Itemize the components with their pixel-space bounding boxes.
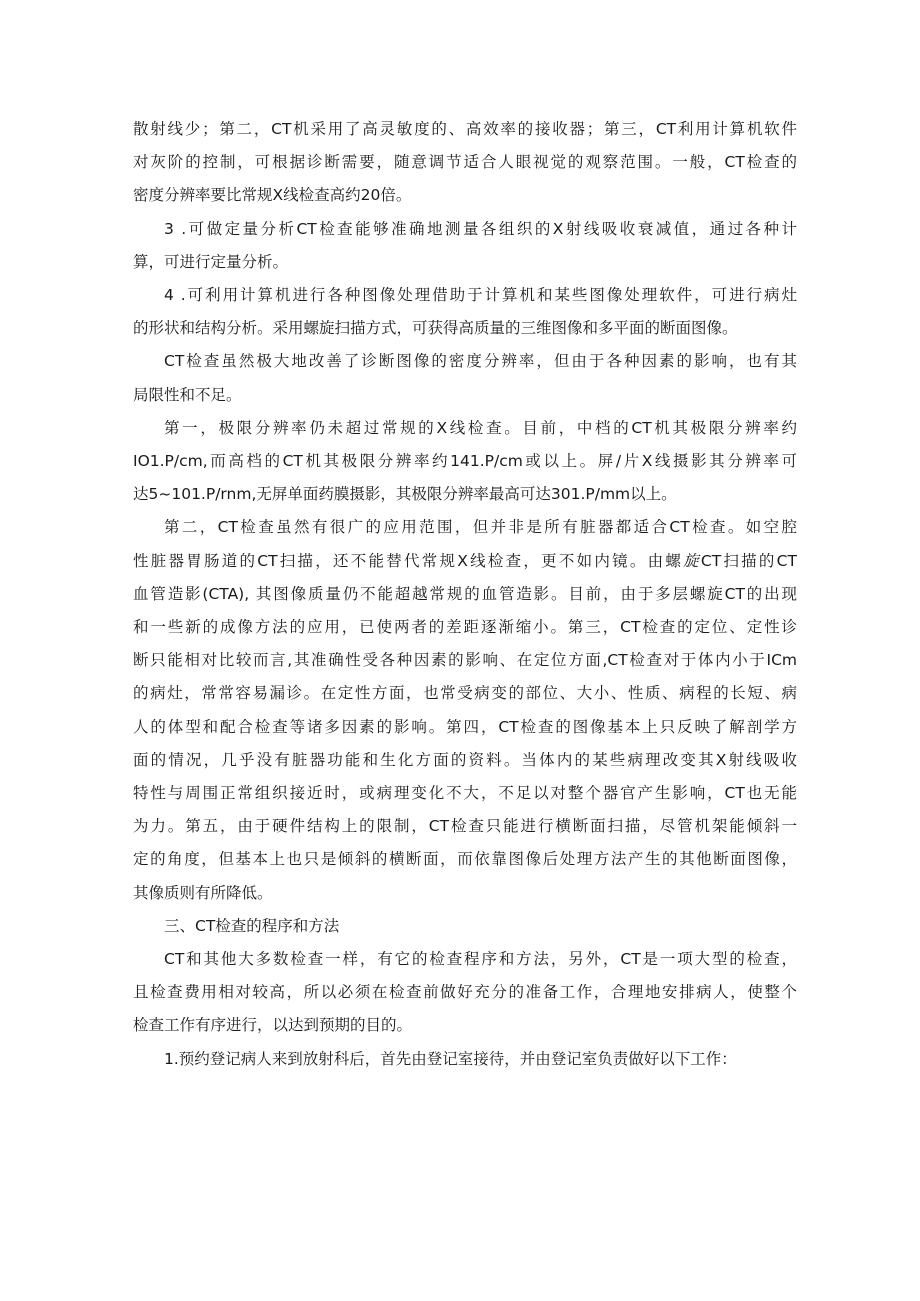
text-line: 3 .可做定量分析CT检查能够准确地测量各组织的X射线吸收衰减值，通过各种计 [164,219,797,238]
text-line: 1.预约登记病人来到放射科后，首先由登记室接待，并由登记室负责做好以下工作： [164,1049,737,1068]
paragraph-1 [133,113,797,213]
text-line: 和一些新的成像方法的应用，已使两者的差距逐渐缩小。第三，CT检查的定位、定性诊 [133,618,797,637]
text-line: 局限性和不足。 [133,385,242,404]
text-line: 散射线少；第二，CT机采用了高灵敏度的、高效率的接收器；第三，CT利用计算机软件 [133,120,797,138]
paragraph-3 [133,279,797,345]
text-line: 的病灶，常常容易漏诊。在定性方面，也常受病变的部位、大小、性质、病程的长短、病 [133,684,797,703]
text-line [133,545,797,578]
text-line: 检查工作有序进行，以达到预期的目的。 [133,1016,413,1035]
paragraph-8 [133,943,797,1043]
text-line: 4 .可利用计算机进行各种图像处理借助于计算机和某些图像处理软件，可进行病灶 [164,286,797,305]
text-line: 达5~101.P/rnm,无屏单面药膜摄影，其极限分辨率最高可达301.P/mm以上。 [133,485,677,504]
text-line: IO1.P/cm,而高档的CT机其极限分辨率约141.P/cm或以上。屏/片X线摄影其分辨率可 [133,452,797,471]
text-line: 人的体型和配合检查等诸多因素的影响。第四，CT检查的图像基本上只反映了解剖学方 [133,717,797,736]
text-line: 特性与周围正常组织接近时，或病理变化不大，不足以对整个器官产生影响，CT也无能 [133,784,797,803]
text-line: 三、CT检查的程序和方法 [164,916,340,935]
text-line: 密度分辨率要比常规X线检查高约20倍。 [133,186,412,205]
cursive-character: 旋 [683,551,701,570]
text-line: 对灰阶的控制，可根据诊断需要，随意调节适合人眼视觉的观察范围。一般，CT检查的 [133,153,797,172]
section-heading [133,910,797,943]
text-line: 第二，CT检查虽然有很广的应用范围，但并非是所有脏器都适合CT检查。如空腔 [164,518,797,537]
paragraph-5 [133,412,797,512]
text-line: 定的角度，但基本上也只是倾斜的横断面，而依靠图像后处理方法产生的其他断面图像， [133,850,797,869]
text-line: CT检查虽然极大地改善了诊断图像的密度分辨率，但由于各种因素的影响，也有其 [164,352,797,371]
text-line: 血管造影(CTA), 其图像质量仍不能超越常规的血管造影。目前，由于多层螺旋CT的出现 [133,584,797,603]
text-line: 的形状和结构分析。采用螺旋扫描方式，可获得高质量的三维图像和多平面的断面图像。 [133,319,738,338]
text-line: 面的情况，几乎没有脏器功能和生化方面的资料。当体内的某些病理改变其X射线吸收 [133,750,797,769]
text-line: CT和其他大多数检查一样，有它的检查程序和方法，另外，CT是一项大型的检查， [164,950,797,969]
document-body [133,113,797,1076]
paragraph-2 [133,213,797,279]
text-line: 为力。第五，由于硬件结构上的限制，CT检查只能进行横断面扫描，尽管机架能倾斜一 [133,817,797,836]
text-line: 第一，极限分辨率仍未超过常规的X线检查。目前，中档的CT机其极限分辨率约 [164,418,797,437]
text-segment: 性脏器胃肠道的CT扫描，还不能替代常规X线检查，更不如内镜。由螺 [133,551,684,570]
paragraph-9 [133,1043,797,1076]
text-line: 且检查费用相对较高，所以必须在检查前做好充分的准备工作，合理地安排病人，使整个 [133,983,797,1002]
text-line: 其像质则有所降低。 [133,883,273,902]
paragraph-6 [133,511,797,909]
paragraph-4 [133,345,797,411]
text-line: 断只能相对比较而言,其准确性受各种因素的影响、在定位方面,CT检查对于体内小于ICm [133,651,797,670]
text-line: 算，可进行定量分析。 [133,252,289,271]
text-segment: CT扫描的CT [700,551,797,570]
